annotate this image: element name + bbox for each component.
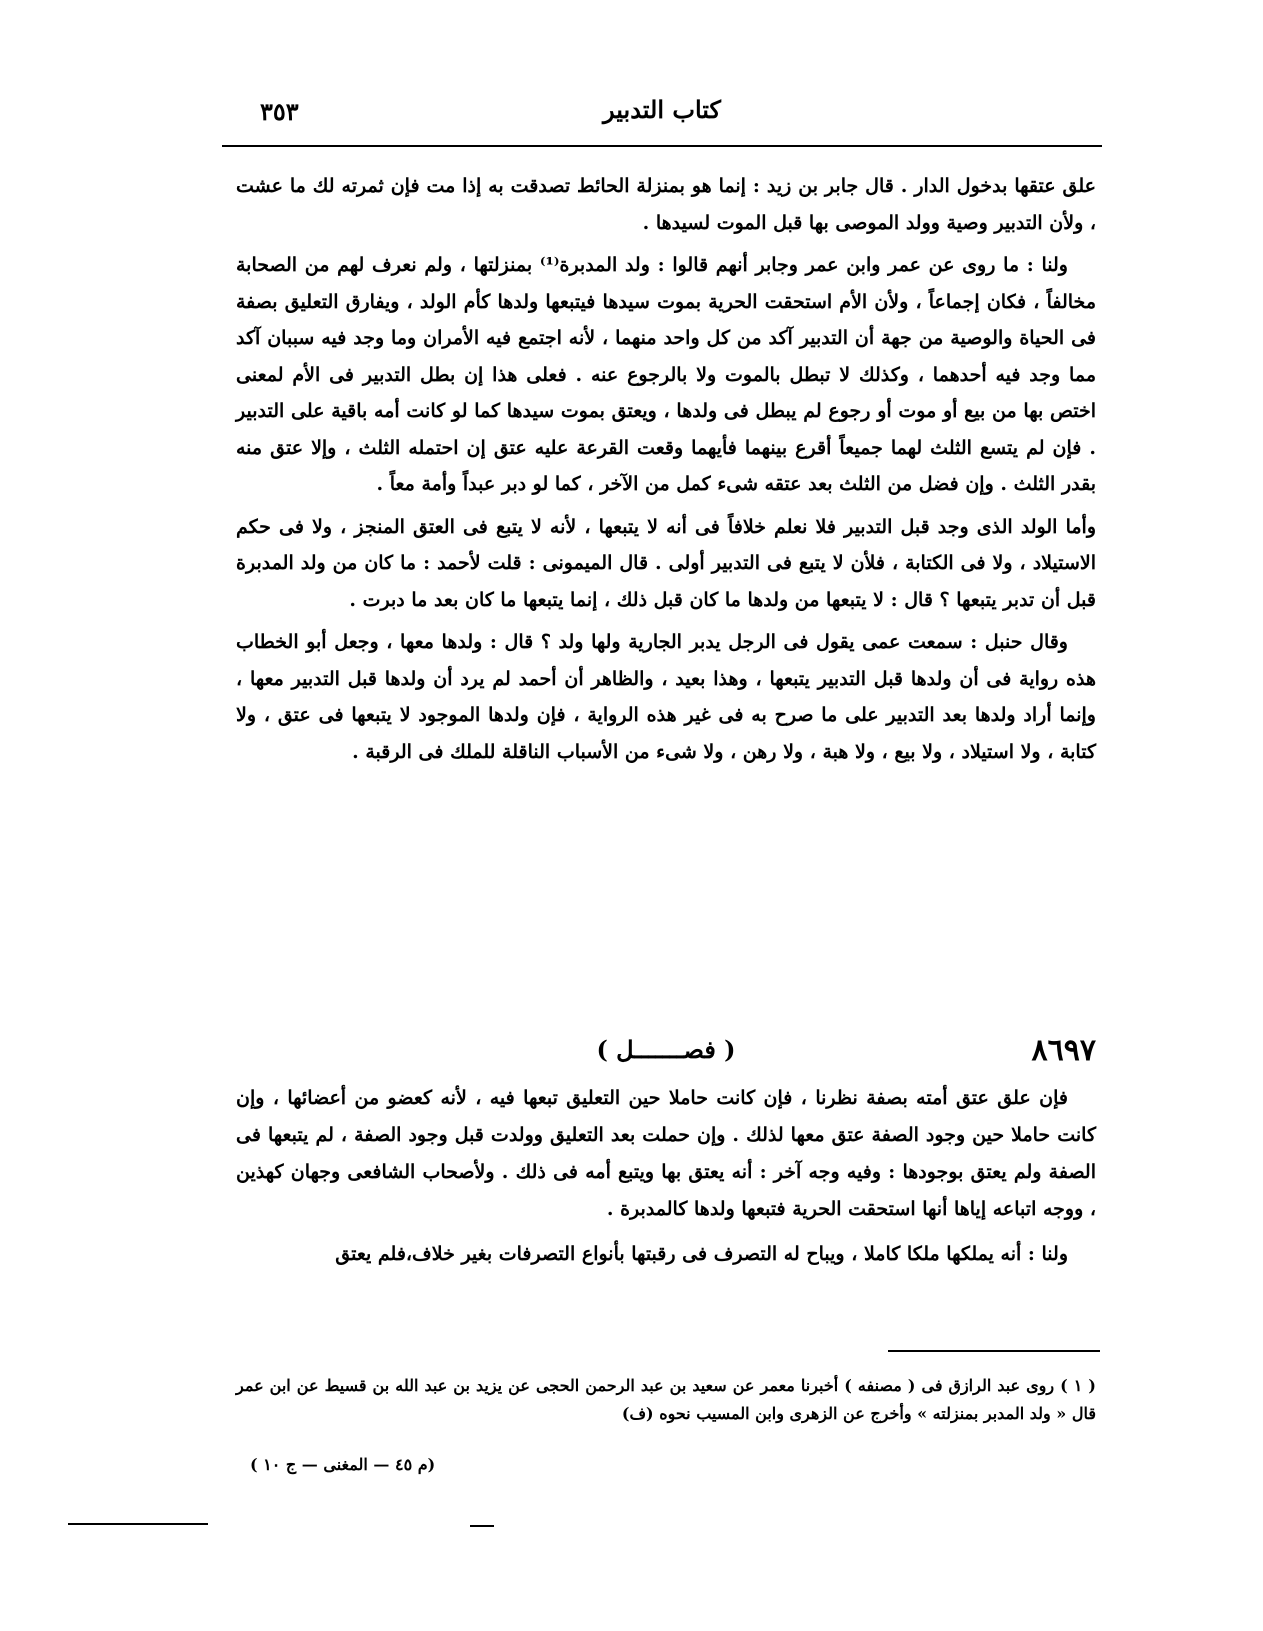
section-title: ( فصـــــــل ): [596, 1035, 736, 1064]
page-header: [222, 95, 1102, 135]
running-title: كتاب التدبير: [603, 95, 721, 124]
main-text: [236, 168, 1096, 770]
bottom-rule: [68, 1523, 208, 1525]
paragraph: وأما الولد الذى وجد قبل التدبير فلا نعلم خلافاً فى أنه لا يتبعها ، لأنه لا يتبع فى العتق المنجز ، ولا فى حكم الاستيلاد ، ولا فى الكتابة ، فلأن لا يتبع فى التدبير أولى . قال الميمونى : قلت لأحمد : ما كان من ولد المدبرة قبل أن تدبر يتبعها ؟ قال : لا يتبعها من ولدها ما كان قبل ذلك ، إنما يتبعها ما كان بعد ما دبرت .: [236, 515, 1096, 611]
section-heading: [236, 1033, 1096, 1077]
bottom-dash: [470, 1525, 494, 1527]
footnotes: [236, 1372, 1096, 1428]
section-number: ٨٦٩٧: [1031, 1033, 1096, 1068]
footnote: ( ١ ) روى عبد الرازق فى ( مصنفه ) أخبرنا معمر عن سعيد بن عبد الرحمن الحجى عن يزيد بن عبد الله بن قسيط عن ابن عمر قال « ولد المدبر بمنزلته » وأخرج عن الزهرى وابن المسيب نحوه (ف): [236, 1376, 1096, 1423]
paragraph: ولنا : أنه يملكها ملكا كاملا ، ويباح له التصرف فى رقبتها بأنواع التصرفات بغير خلاف،فلم يعتق: [335, 1243, 1068, 1265]
footnote-rule: [888, 1350, 1100, 1352]
header-rule: [222, 145, 1102, 147]
paragraph: علق عتقها بدخول الدار . قال جابر بن زيد : إنما هو بمنزلة الحائط تصدقت به إذا مت فإن ثمرته لك ما عشت ، ولأن التدبير وصية وولد الموصى بها قبل الموت لسيدها .: [236, 175, 1096, 234]
page-number: ٣٥٣: [260, 97, 299, 126]
paragraph: وقال حنبل : سمعت عمى يقول فى الرجل يدبر الجارية ولها ولد ؟ قال : ولدها معها ، وجعل أبو الخطاب هذه رواية فى أن ولدها قبل التدبير يتبعها ، وهذا بعيد ، والظاهر أن أحمد لم يرد أن ولدها قبل التدبير معها ، وإنما أراد ولدها بعد التدبير على ما صرح به فى غير هذه الرواية ، فإن ولدها الموجود لا يتبعها فى عتق ، ولا كتابة ، ولا استيلاد ، ولا بيع ، ولا هبة ، ولا رهن ، ولا شىء من الأسباب الناقلة للملك فى الرقبة .: [236, 631, 1096, 763]
section-text: [236, 1080, 1096, 1273]
paragraph: فإن علق عتق أمته بصفة نظرنا ، فإن كانت حاملا حين التعليق تبعها فيه ، لأنه كعضو من أعضائها ، وإن كانت حاملا حين وجود الصفة عتق معها لذلك . وإن حملت بعد التعليق وولدت قبل وجود الصفة ، لم يتبعها فى الصفة ولم يعتق بوجودها : وفيه وجه آخر : أنه يعتق بها ويتبع أمه فى ذلك . ولأصحاب الشافعى وجهان كهذين ، ووجه اتباعه إياها أنها استحقت الحرية فتبعها ولدها كالمدبرة .: [236, 1087, 1096, 1220]
printer-signature: (م ٤٥ — المغنى — ج ١٠ ): [250, 1455, 436, 1474]
paragraph: ولنا : ما روى عن عمر وابن عمر وجابر أنهم قالوا : ولد المدبرة⁽¹⁾ بمنزلتها ، ولم نعرف لهم من الصحابة مخالفاً ، فكان إجماعاً ، ولأن الأم استحقت الحرية بموت سيدها فيتبعها ولدها كأم الولد ، ويفارق التعليق بصفة فى الحياة والوصية من جهة أن التدبير آكد من كل واحد منهما ، لأنه اجتمع فيه الأمران وما وجد فيه سببان آكد مما وجد فيه أحدهما ، وكذلك لا تبطل بالموت ولا بالرجوع عنه . فعلى هذا إن بطل التدبير فى الأم لمعنى اختص بها من بيع أو موت أو رجوع لم يبطل فى ولدها ، ويعتق بموت سيدها كما لو كانت أمه باقية على التدبير . فإن لم يتسع الثلث لهما جميعاً أقرع بينهما فأيهما وقعت القرعة عليه عتق إن احتمله الثلث ، وإلا عتق منه بقدر الثلث . وإن فضل من الثلث بعد عتقه شىء كمل من الآخر ، كما لو دبر عبداً وأمة معاً .: [236, 254, 1096, 495]
